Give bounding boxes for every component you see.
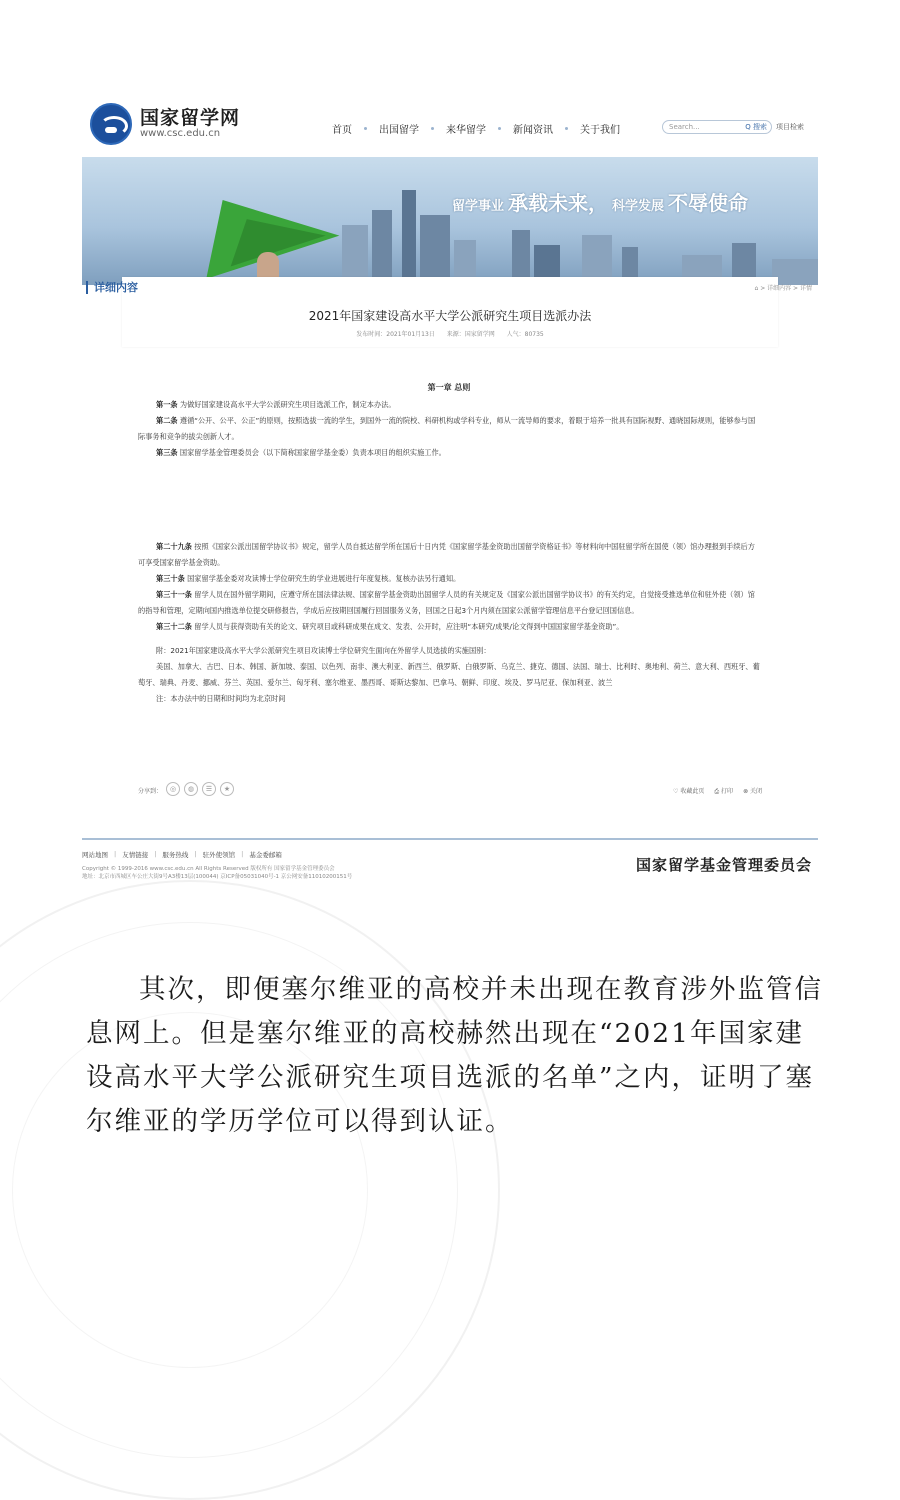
article-29: 第二十九条 按照《国家公派出国留学协议书》规定，留学人员自抵达留学所在国后十日内凭《国家留学基金资助出国留学资格证书》等材料向中国驻留学所在国使（领）馆办理报到手续后方可享受国家留学基金资助。 — [138, 542, 755, 567]
nav-separator — [498, 127, 501, 130]
annex — [138, 643, 760, 707]
nav-separator — [431, 127, 434, 130]
logo-name: 国家留学网 — [140, 107, 241, 129]
article-source: 来源：国家留学网 — [446, 331, 495, 338]
main-nav — [332, 121, 632, 136]
footer-link-hotline[interactable]: 服务热线 — [162, 851, 189, 859]
footer-link-sitemap[interactable]: 网站地图 — [82, 851, 108, 859]
site-logo[interactable] — [90, 103, 240, 145]
qzone-share-icon[interactable]: ☰ — [202, 782, 216, 796]
banner-slogan: 留学事业 承载未来， 科学发展 不辱使命 — [452, 191, 749, 215]
nav-separator — [364, 127, 367, 130]
article-body — [138, 380, 760, 707]
hero-banner — [82, 157, 818, 285]
share-label: 分享到： — [138, 788, 163, 795]
annex-title: 附：2021年国家建设高水平大学公派研究生项目攻读博士学位研究生面向在外留学人员选拔的实施国别： — [156, 646, 491, 655]
search-input[interactable] — [662, 120, 772, 134]
annex-countries: 美国、加拿大、古巴、日本、韩国、新加坡、泰国、以色列、南非、澳大利亚、新西兰、俄罗斯、白俄罗斯、乌克兰、捷克、德国、法国、瑞士、比利时、奥地利、荷兰、意大利、西班牙、葡萄牙、瑞典、丹麦、挪威、芬兰、英国、爱尔兰、匈牙利、塞尔维亚、墨西哥、哥斯达黎加、巴拿马、朝鲜、印度、埃及、罗马尼亚、保加利亚、波兰 — [138, 662, 760, 687]
nav-separator — [565, 127, 568, 130]
share-bar — [138, 782, 762, 798]
nav-news[interactable]: 新闻资讯 — [513, 125, 553, 136]
site-header — [82, 95, 818, 157]
logo-url: www.csc.edu.cn — [140, 128, 221, 139]
publish-date: 发布时间：2021年01月13日 — [356, 331, 435, 338]
logo-emblem-icon — [90, 103, 132, 145]
article-meta — [122, 329, 778, 338]
nav-about[interactable]: 关于我们 — [580, 125, 620, 136]
chapter-heading: 第一章 总则 — [427, 383, 471, 392]
nav-study-abroad[interactable]: 出国留学 — [379, 125, 419, 136]
article-1: 第一条 为做好国家建设高水平大学公派研究生项目选派工作，制定本办法。 — [156, 400, 396, 409]
footer-link-embassies[interactable]: 驻外使领馆 — [202, 851, 236, 859]
advanced-search-link[interactable]: 项目检索 — [776, 123, 804, 131]
search-button[interactable]: Q 搜索 — [745, 123, 767, 131]
wechat-share-icon[interactable]: ◍ — [184, 782, 198, 796]
article-31: 第三十一条 留学人员在国外留学期间，应遵守所在国法律法规、国家留学基金资助出国留学人员的有关规定及《国家公派出国留学协议书》的有关约定，自觉接受推选单位和驻外使（领）馆的指导和管理，定期向国内推选单位提交研修报告，学成后应按期回国履行回国服务义务，回国之日起3个月内须在国家公派留学管理信息平台登记回国信息。 — [138, 590, 755, 615]
footer-link-email[interactable]: 基金委邮箱 — [249, 851, 282, 859]
close-button[interactable]: ⊗ 关闭 — [743, 788, 762, 795]
article-header-card — [94, 277, 812, 347]
site-footer — [82, 838, 818, 881]
commentary-paragraph: 其次，即便塞尔维亚的高校并未出现在教育涉外监管信息网上。但是塞尔维亚的高校赫然出现在“2021年国家建设高水平大学公派研究生项目选派的名单”之内，证明了塞尔维亚的学历学位可以得到认证。 — [86, 974, 823, 1137]
nav-home[interactable]: 首页 — [332, 125, 352, 136]
article-title: 2021年国家建设高水平大学公派研究生项目选派办法 — [308, 309, 592, 323]
footer-link-friends[interactable]: 友情链接 — [122, 851, 149, 859]
footer-org-logo: 国家留学基金管理委员会 — [635, 856, 812, 874]
view-count: 人气：80735 — [506, 331, 544, 338]
weibo-share-icon[interactable]: ◎ — [166, 782, 180, 796]
section-label: 详细内容 — [86, 281, 138, 294]
article-3: 第三条 国家留学基金管理委员会（以下简称国家留学基金委）负责本项目的组织实施工作。 — [156, 448, 446, 457]
footer-copyright: Copyright © 1999-2016 www.csc.edu.cn All Rights Reserved 版权所有 国家留学基金管理委员会 地址：北京市西城区车公庄大街9号A3楼13层(100044) 京ICP备05031040号-1 京公网安备11010200151号 — [82, 866, 353, 880]
annex-note: 注：本办法中的日期和时间均为北京时间 — [156, 694, 286, 703]
favorite-share-icon[interactable]: ★ — [220, 782, 234, 796]
article-30: 第三十条 国家留学基金委对攻读博士学位研究生的学业进展进行年度复核。复核办法另行通知。 — [156, 574, 461, 583]
print-button[interactable]: ⎙ 打印 — [714, 788, 734, 795]
article-32: 第三十二条 留学人员与获得资助有关的论文、研究项目或科研成果在成文、发表、公开时，应注明“本研究/成果/论文得到中国国家留学基金资助”。 — [156, 622, 624, 631]
search-placeholder: Search... — [669, 123, 700, 131]
breadcrumb[interactable]: ⌂ > 详细内容 > 详情 — [754, 285, 812, 292]
nav-study-in-china[interactable]: 来华留学 — [446, 125, 486, 136]
footer-links: 网站地图 | 友情链接 | 服务热线 | 驻外使领馆 | 基金委邮箱 — [82, 850, 282, 859]
embedded-screenshot — [82, 95, 818, 347]
article-2: 第二条 遵循“公开、公平、公正”的原则，按照选拔一流的学生，到国外一流的院校、科研机构或学科专业，师从一流导师的要求，着眼于培养一批具有国际视野、通晓国际规则，能够参与国际事务和竞争的拔尖创新人才。 — [138, 416, 756, 441]
collect-page-button[interactable]: ♡ 收藏此页 — [673, 788, 705, 795]
